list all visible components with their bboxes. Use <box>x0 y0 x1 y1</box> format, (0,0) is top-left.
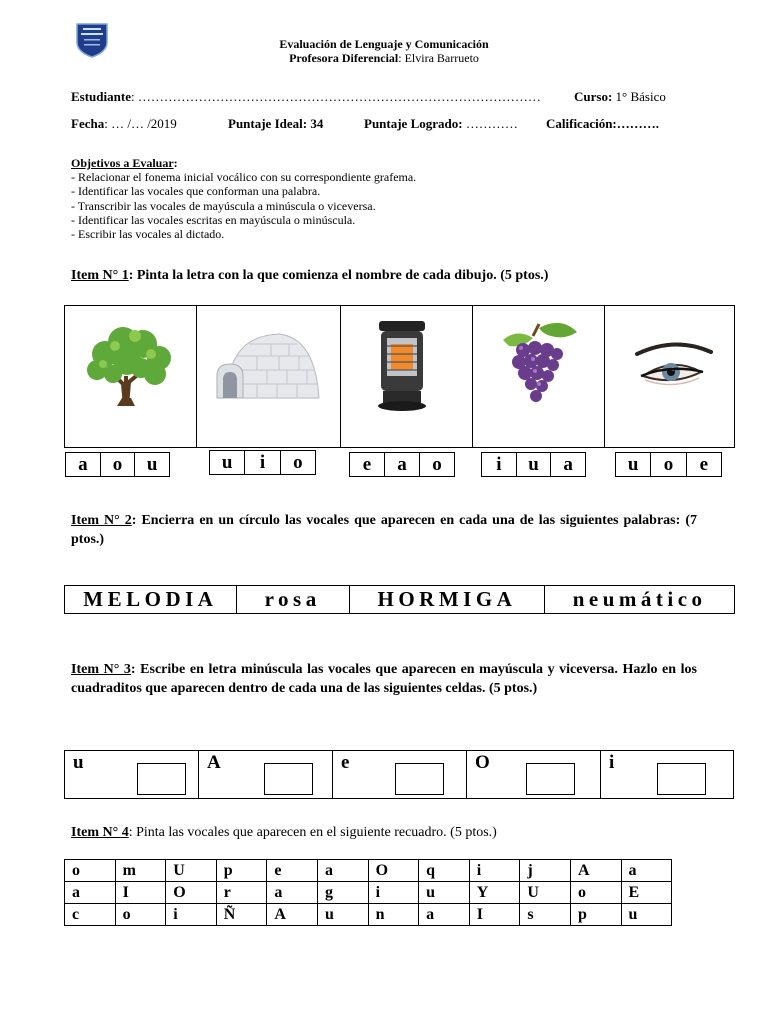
stove-image <box>341 306 473 447</box>
item2-instruction: Item N° 2: Encierra en un círculo las vocales que aparecen en cada una de las siguientes palabras: (7 ptos.) <box>71 513 697 547</box>
letter-option[interactable]: a <box>385 453 420 476</box>
grid-letter[interactable]: i <box>368 882 419 904</box>
vowel-label: e <box>341 752 350 773</box>
grid-row <box>65 860 672 882</box>
grid-letter[interactable]: p <box>570 904 621 926</box>
grid-letter[interactable]: u <box>317 904 368 926</box>
grid-letter[interactable]: Ñ <box>216 904 267 926</box>
grapes-image <box>473 306 606 447</box>
date-value[interactable]: : … /… /2019 <box>104 116 177 131</box>
igloo-image <box>197 306 342 447</box>
answer-box[interactable] <box>137 763 186 795</box>
letter-option[interactable]: i <box>245 451 280 474</box>
date-label: Fecha <box>71 116 105 131</box>
achieved-fill[interactable]: ………… <box>462 116 518 131</box>
vowel-cell <box>333 751 467 798</box>
grid-letter[interactable]: i <box>469 860 520 882</box>
item2-words <box>64 585 735 614</box>
grid-letter[interactable]: e <box>267 860 318 882</box>
letter-option[interactable]: e <box>350 453 385 476</box>
grid-letter[interactable]: o <box>115 904 166 926</box>
tree-image <box>65 306 197 447</box>
word-cell[interactable]: neumático <box>572 587 707 611</box>
letter-grid <box>64 859 672 926</box>
grid-letter[interactable]: I <box>115 882 166 904</box>
answer-box[interactable] <box>657 763 706 795</box>
letter-option[interactable]: o <box>432 453 442 475</box>
grid-letter[interactable]: c <box>65 904 116 926</box>
objective-item: - Escribir las vocales al dictado. <box>71 227 225 242</box>
item3-cells <box>64 750 734 799</box>
grid-row <box>65 904 672 926</box>
objectives-title: Objetivos a Evaluar: <box>71 156 178 170</box>
vowel-label: O <box>475 752 490 773</box>
grid-letter[interactable]: O <box>166 882 217 904</box>
letter-group <box>65 452 170 477</box>
grid-letter[interactable]: s <box>520 904 571 926</box>
objective-item: - Identificar las vocales escritas en mayúscula o minúscula. <box>71 212 356 227</box>
grid-letter[interactable]: A <box>570 860 621 882</box>
item1-pictures <box>64 305 735 448</box>
answer-box[interactable] <box>526 763 575 795</box>
grade-label[interactable]: Calificación:………. <box>546 116 660 131</box>
teacher-label: Profesora Diferencial <box>289 51 399 65</box>
letter-option[interactable]: o <box>651 453 686 476</box>
letter-group <box>615 452 722 477</box>
letter-option[interactable]: a <box>66 453 101 476</box>
answer-box[interactable] <box>395 763 444 795</box>
letter-option[interactable]: o <box>293 451 303 473</box>
objective-item: - Relacionar el fonema inicial vocálico con su correspondiente grafema. <box>71 170 417 185</box>
word-cell[interactable]: MELODIA <box>65 586 237 613</box>
course-value: 1° Básico <box>612 89 666 104</box>
objectives-block <box>71 156 416 241</box>
ideal-score: Puntaje Ideal: 34 <box>228 116 324 131</box>
student-label: Estudiante <box>71 89 131 104</box>
item3-instruction: Item N° 3: Escribe en letra minúscula las vocales que aparecen en mayúscula y viceversa. Hazlo en los cuadraditos que aparecen dentro de cada una de las siguientes celdas. (5 ptos.) <box>71 662 697 696</box>
letter-option[interactable]: u <box>146 453 158 475</box>
vowel-cell <box>467 751 601 798</box>
letter-option[interactable]: u <box>616 453 651 476</box>
letter-option[interactable]: e <box>699 453 709 475</box>
grid-letter[interactable]: o <box>65 860 116 882</box>
vowel-cell <box>199 751 333 798</box>
grid-letter[interactable]: q <box>419 860 470 882</box>
letter-group <box>209 450 316 475</box>
letter-option[interactable]: i <box>482 453 517 476</box>
grid-letter[interactable]: U <box>520 882 571 904</box>
vowel-label: i <box>609 752 615 773</box>
objective-item: - Identificar las vocales que conforman una palabra. <box>71 184 321 199</box>
grid-letter[interactable]: n <box>368 904 419 926</box>
answer-box[interactable] <box>264 763 313 795</box>
grid-letter[interactable]: O <box>368 860 419 882</box>
eye-image <box>605 306 734 447</box>
grid-letter[interactable]: U <box>166 860 217 882</box>
letter-group <box>349 452 455 477</box>
vowel-cell <box>601 751 733 798</box>
vowel-cell <box>65 751 199 798</box>
letter-option[interactable]: u <box>517 453 552 476</box>
achieved-label: Puntaje Logrado: <box>364 116 463 131</box>
grid-letter[interactable]: a <box>317 860 368 882</box>
grid-row <box>65 882 672 904</box>
grid-letter[interactable]: a <box>419 904 470 926</box>
grid-letter[interactable]: p <box>216 860 267 882</box>
letter-option[interactable]: a <box>563 453 573 475</box>
grid-letter[interactable]: u <box>621 904 672 926</box>
vowel-label: A <box>207 752 221 773</box>
grid-letter[interactable]: a <box>65 882 116 904</box>
word-cell[interactable]: HORMIGA <box>350 586 546 613</box>
grid-letter[interactable]: A <box>267 904 318 926</box>
grid-letter[interactable]: i <box>166 904 217 926</box>
achieved-line <box>364 116 518 132</box>
letter-option[interactable]: o <box>101 453 136 476</box>
teacher-name: : Elvira Barrueto <box>398 51 479 65</box>
objective-item: - Transcribir las vocales de mayúscula a minúscula o viceversa. <box>71 198 376 213</box>
letter-group <box>481 452 586 477</box>
course-line <box>574 89 666 105</box>
letter-option[interactable]: u <box>210 451 245 474</box>
grid-letter[interactable]: a <box>621 860 672 882</box>
grid-letter[interactable]: r <box>216 882 267 904</box>
grid-letter[interactable]: I <box>469 904 520 926</box>
word-cell[interactable]: rosa <box>237 586 350 613</box>
grid-letter[interactable]: a <box>267 882 318 904</box>
grid-letter[interactable]: m <box>115 860 166 882</box>
grid-letter[interactable]: g <box>317 882 368 904</box>
grid-letter[interactable]: Y <box>469 882 520 904</box>
grid-letter[interactable]: o <box>570 882 621 904</box>
grid-letter[interactable]: E <box>621 882 672 904</box>
grid-letter[interactable]: u <box>419 882 470 904</box>
item4-instruction: Item N° 4: Pinta las vocales que aparecen en el siguiente recuadro. (5 ptos.) <box>71 825 497 840</box>
student-fill[interactable]: : ………………………………………………………………………………… <box>130 89 541 104</box>
course-label: Curso: <box>574 89 613 104</box>
date-line <box>71 116 177 132</box>
vowel-label: u <box>73 752 84 773</box>
document-title: Evaluación de Lenguaje y Comunicación <box>279 37 489 51</box>
teacher-line <box>0 51 768 66</box>
grid-letter[interactable]: j <box>520 860 571 882</box>
student-line <box>71 89 541 105</box>
item1-instruction: Item N° 1: Pinta la letra con la que comienza el nombre de cada dibujo. (5 ptos.) <box>71 268 549 283</box>
